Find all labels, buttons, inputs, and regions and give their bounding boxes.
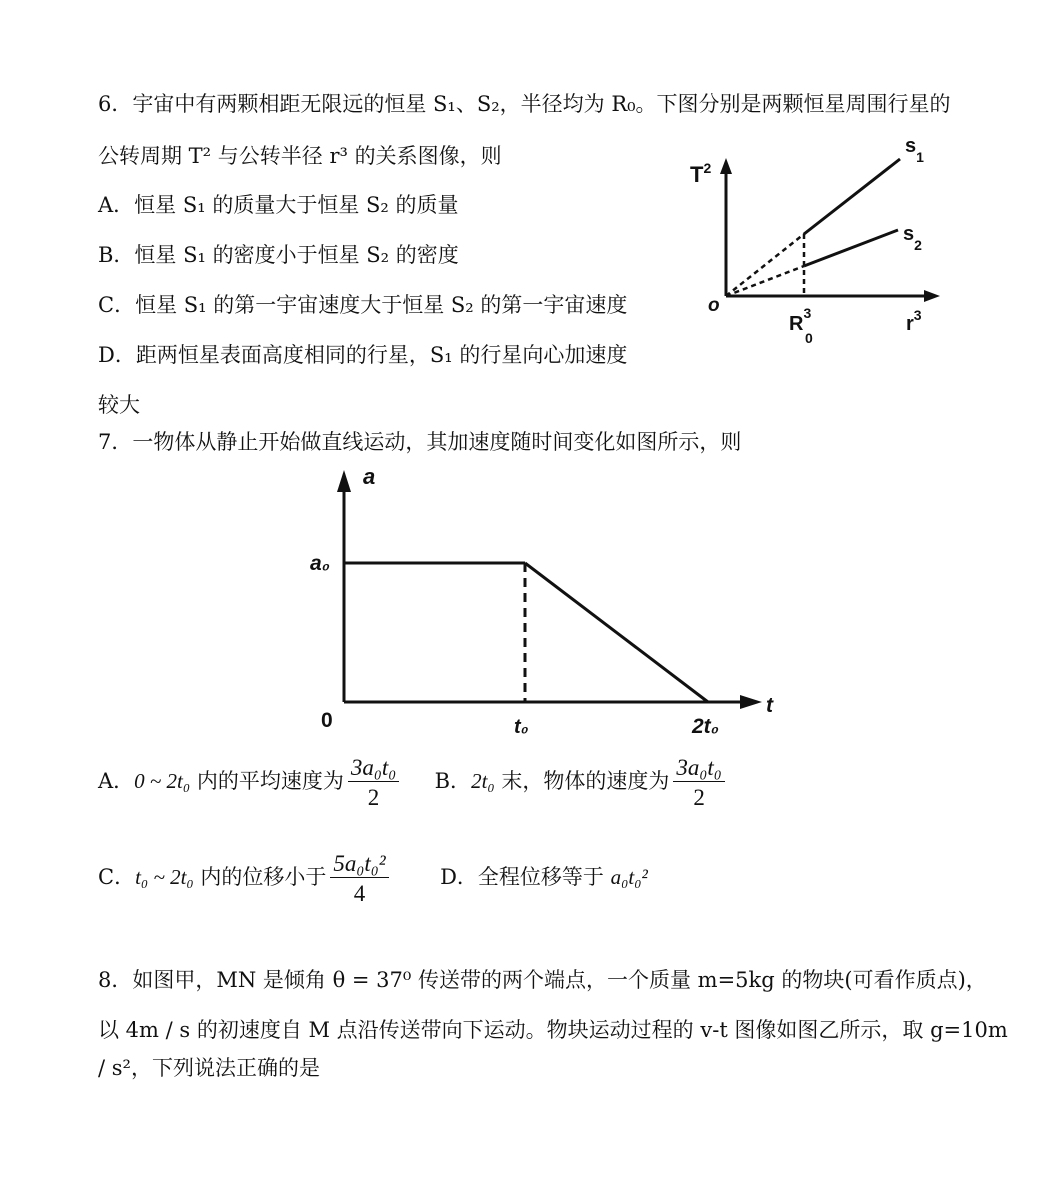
q7-options-ab [98,756,729,809]
q7-options-cd [98,852,648,905]
q7-option-a-fraction [348,756,399,809]
q7-option-c-numerator: 5a₀t₀² [330,852,388,878]
q8-stem-line1: 8．如图甲，MN 是倾角 θ = 37⁰ 传送带的两个端点，一个质量 m=5kg 的物块(可看作质点)， [98,968,987,992]
q7-option-b-prefix: B． [434,769,472,793]
q6-origin-label: o [708,295,720,316]
q6-option-b: B．恒星 S₁ 的密度小于恒星 S₂ 的密度 [98,243,459,267]
q6-y-label: $T^2$ [690,160,712,187]
q7-option-c-text: 内的位移小于 [193,865,327,889]
q6-stem-line2: 公转周期 T² 与公转半径 r³ 的关系图像，则 [98,144,502,168]
q6-option-a: A．恒星 S₁ 的质量大于恒星 S₂ 的质量 [98,193,459,217]
q7-option-b-text: 末，物体的速度为 [494,769,670,793]
q7-option-a-range: 0 ~ 2t₀ [134,769,191,793]
q6-s1-label: $s_1$ [905,135,924,165]
q7-option-c-denominator: 4 [353,881,366,906]
q6-r0-label: $R^3$ [789,305,812,335]
q7-option-a-text: 内的平均速度为 [190,769,344,793]
q6-option-d-cont: 较大 [98,393,140,417]
q7-option-a-denominator: 2 [367,785,380,810]
q7-option-b-time: 2t₀ [471,769,495,793]
q6-stem-line1: 6．宇宙中有两颗相距无限远的恒星 S₁、S₂，半径均为 R₀。下图分别是两颗恒星周围行星的 [98,92,951,116]
q7-y-label: a [363,464,376,489]
q7-stem: 7．一物体从静止开始做直线运动，其加速度随时间变化如图所示，则 [98,430,742,454]
q8-stem-line3: / s²，下列说法正确的是 [98,1056,320,1080]
q7-option-b-numerator: 3a₀t₀ [673,756,724,782]
q7-option-a-numerator: 3a₀t₀ [348,756,399,782]
q6-x-label: $r^3$ [906,307,922,335]
q6-r0-sub: 0 [805,330,813,346]
q7-option-b-fraction [673,756,724,809]
q6-option-c: C．恒星 S₁ 的第一宇宙速度大于恒星 S₂ 的第一宇宙速度 [98,293,628,317]
q6-s2-label: $s_2$ [903,223,922,253]
q7-decline-segment [525,563,708,702]
q7-t0-label: t₀ [514,716,529,738]
q7-option-b-denominator: 2 [693,785,705,810]
q7-option-c-range: t₀ ~ 2t₀ [135,865,194,889]
q7-x-arrow [740,695,762,709]
q7-option-c-prefix: C． [98,865,136,889]
q7-x-label: t [766,694,773,717]
q7-a0-label: a₀ [310,552,330,575]
q7-option-d-prefix: D． [440,865,478,889]
q7-option-d-expr: a₀t₀² [610,865,648,889]
q8-stem-line2: 以 4m / s 的初速度自 M 点沿传送带向下运动。物块运动过程的 v-t 图像如图乙所示，取 g=10m [98,1018,1008,1042]
q7-option-c-fraction [330,852,388,905]
q7-option-a-prefix: A． [98,769,135,793]
q7-option-d-text: 全程位移等于 [477,865,611,889]
q7-origin-label: 0 [321,709,333,732]
q7-2t0-label: 2t₀ [692,715,719,738]
q6-option-d: D．距两恒星表面高度相同的行星，S₁ 的行星向心加速度 [98,343,628,367]
q7-y-arrow [337,470,351,492]
